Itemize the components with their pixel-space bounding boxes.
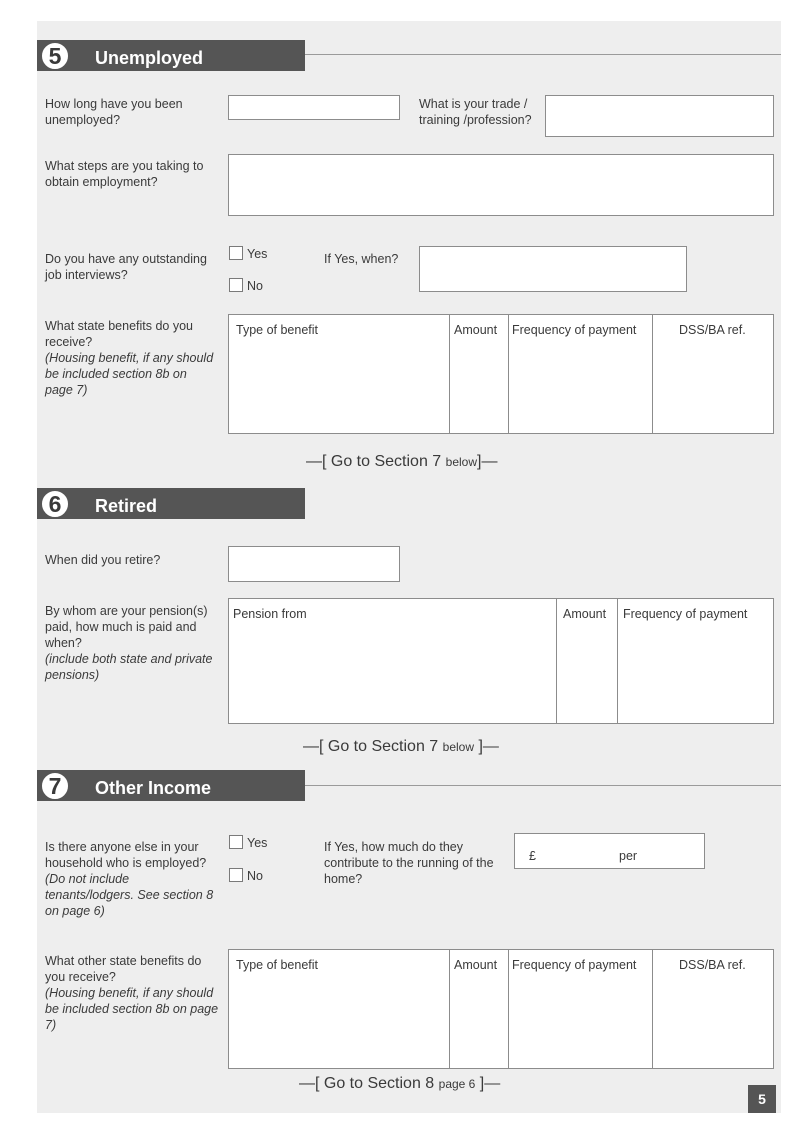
if-yes-when-label: If Yes, when? xyxy=(324,252,399,266)
table-divider xyxy=(652,950,653,1068)
contribute-label: If Yes, how much do they contribute to the running of the home? xyxy=(324,840,494,886)
goto-section-7-a: —[ Go to Section 7 below]— xyxy=(306,453,498,470)
household-no-label: No xyxy=(247,869,263,883)
benefits-table[interactable] xyxy=(228,314,774,434)
other-benefits-question xyxy=(45,953,220,1033)
table-divider xyxy=(508,950,509,1068)
retire-date-field[interactable] xyxy=(228,546,400,582)
pensions-table[interactable] xyxy=(228,598,774,724)
col-type-of-benefit: Type of benefit xyxy=(236,958,319,972)
other-benefits-table[interactable] xyxy=(228,949,774,1069)
interviews-no-checkbox[interactable] xyxy=(229,278,243,292)
other-benefits-label: What other state benefits do you receive? xyxy=(45,954,202,984)
household-note: (Do not include tenants/lodgers. See section 8 on page 6) xyxy=(45,872,214,918)
interviews-label: Do you have any outstanding job interviews? xyxy=(45,252,207,282)
interviews-yes-label: Yes xyxy=(247,247,268,261)
benefits-question xyxy=(45,318,215,398)
table-divider xyxy=(652,315,653,433)
steps-label: What steps are you taking to obtain employment? xyxy=(45,159,204,189)
table-divider xyxy=(449,315,450,433)
trade-field[interactable] xyxy=(545,95,774,137)
section-5-rule xyxy=(305,54,781,55)
goto-section-7-b: —[ Go to Section 7 below ]— xyxy=(303,738,499,755)
interview-date-field[interactable] xyxy=(419,246,687,292)
col-amount: Amount xyxy=(454,323,498,337)
pound-sign: £ xyxy=(529,849,536,863)
household-label: Is there anyone else in your household who is employed? xyxy=(45,840,207,870)
table-divider xyxy=(556,599,557,723)
goto-small: page 6 xyxy=(438,1077,476,1091)
pensions-note: (include both state and private pensions) xyxy=(45,652,213,682)
goto-text: Go to Section 7 xyxy=(330,453,442,470)
household-yes-label: Yes xyxy=(247,836,268,850)
household-yes-checkbox[interactable] xyxy=(229,835,243,849)
steps-field[interactable] xyxy=(228,154,774,216)
col-frequency: Frequency of payment xyxy=(623,607,748,621)
section-7-number: 7 xyxy=(40,771,70,801)
goto-small: below xyxy=(445,455,477,469)
section-5-title: Unemployed xyxy=(95,48,204,68)
goto-section-8: —[ Go to Section 8 page 6 ]— xyxy=(299,1075,501,1092)
col-frequency: Frequency of payment xyxy=(512,958,637,972)
benefits-label: What state benefits do you receive? xyxy=(45,319,194,349)
table-divider xyxy=(449,950,450,1068)
col-dss-ref: DSS/BA ref. xyxy=(679,958,746,972)
household-question xyxy=(45,839,215,919)
pensions-label: By whom are your pension(s) paid, how much is paid and when? xyxy=(45,604,208,650)
interviews-no-label: No xyxy=(247,279,263,293)
col-pension-from: Pension from xyxy=(233,607,307,621)
contribution-field[interactable] xyxy=(514,833,705,869)
per-label: per xyxy=(619,849,638,863)
goto-text: Go to Section 8 xyxy=(323,1075,435,1092)
pensions-question xyxy=(45,603,220,683)
table-divider xyxy=(508,315,509,433)
col-frequency: Frequency of payment xyxy=(512,323,637,337)
household-no-checkbox[interactable] xyxy=(229,868,243,882)
how-long-unemployed-field[interactable] xyxy=(228,95,400,120)
col-dss-ref: DSS/BA ref. xyxy=(679,323,746,337)
section-7-title: Other Income xyxy=(95,778,212,798)
goto-small: below xyxy=(442,740,474,754)
goto-text: Go to Section 7 xyxy=(327,738,439,755)
col-amount: Amount xyxy=(454,958,498,972)
section-6-header xyxy=(37,488,305,519)
table-divider xyxy=(617,599,618,723)
interviews-yes-checkbox[interactable] xyxy=(229,246,243,260)
page-number: 5 xyxy=(748,1085,776,1113)
retire-label: When did you retire? xyxy=(45,553,161,567)
col-type-of-benefit: Type of benefit xyxy=(236,323,319,337)
section-6-number: 6 xyxy=(40,489,70,519)
benefits-note: (Housing benefit, if any should be included section 8b on page 7) xyxy=(45,351,214,397)
how-long-unemployed-label: How long have you been unemployed? xyxy=(45,97,183,127)
trade-label: What is your trade / training /profession? xyxy=(419,97,532,127)
other-benefits-note: (Housing benefit, if any should be included section 8b on page 7) xyxy=(45,986,219,1032)
section-7-rule xyxy=(305,785,781,786)
section-6-title: Retired xyxy=(95,496,158,516)
section-5-number: 5 xyxy=(40,41,70,71)
col-amount: Amount xyxy=(563,607,607,621)
